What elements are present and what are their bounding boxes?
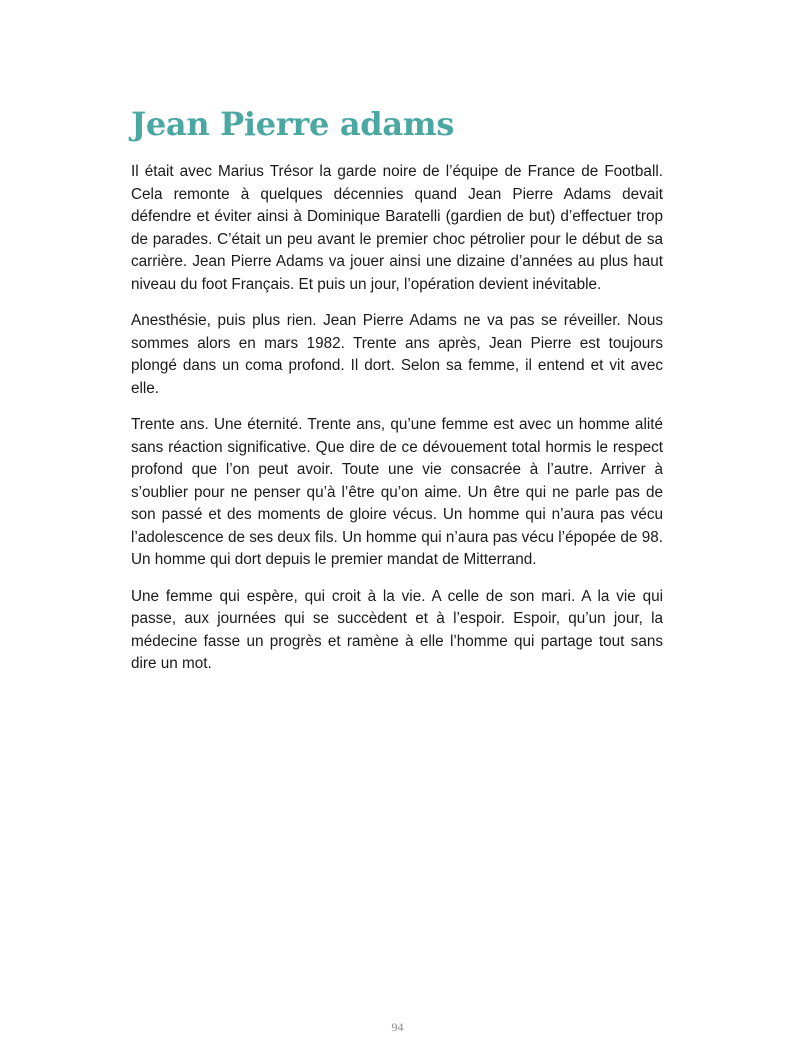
- paragraph-1: Il était avec Marius Trésor la garde noire de l’équipe de France de Football. Cela remonte à quelques décennies quand Jean Pierre Adams devait défendre et éviter ainsi à Dominique Baratelli (gardien de but) d’effectuer trop de parades. C’était un peu avant le premier choc pétrolier pour le début de sa carrière. Jean Pierre Adams va jouer ainsi une dizaine d’années au plus haut niveau du foot Français. Et puis un jour, l’opération devient inévitable.: [131, 163, 663, 293]
- page-title: Jean Pierre adams: [131, 105, 455, 143]
- paragraph-4: Une femme qui espère, qui croit à la vie. A celle de son mari. A la vie qui passe, aux journées qui se succèdent et à l’espoir. Espoir, qu’un jour, la médecine fasse un progrès et ramène à elle l’homme qui partage tout sans dire un mot.: [131, 587, 663, 672]
- paragraph-3: Trente ans. Une éternité. Trente ans, qu’une femme est avec un homme alité sans réaction significative. Que dire de ce dévouement total hormis le respect profond que l’on peut avoir. Toute une vie consacrée à l’autre. Arriver à s’oublier pour ne penser qu’à l’être qu’on aime. Un être qui ne parle pas de son passé et des moments de gloire vécus. Un homme qui n’aura pas vécu l’adolescence de ses deux fils. Un homme qui n’aura pas vécu l’épopée de 98. Un homme qui dort depuis le premier mandat de Mitterrand.: [131, 416, 663, 568]
- page-number: 94: [391, 1020, 404, 1034]
- article-body: [131, 161, 663, 690]
- paragraph-2: Anesthésie, puis plus rien. Jean Pierre Adams ne va pas se réveiller. Nous sommes alors en mars 1982. Trente ans après, Jean Pierre est toujours plongé dans un coma profond. Il dort. Selon sa femme, il entend et vit avec elle.: [131, 312, 663, 397]
